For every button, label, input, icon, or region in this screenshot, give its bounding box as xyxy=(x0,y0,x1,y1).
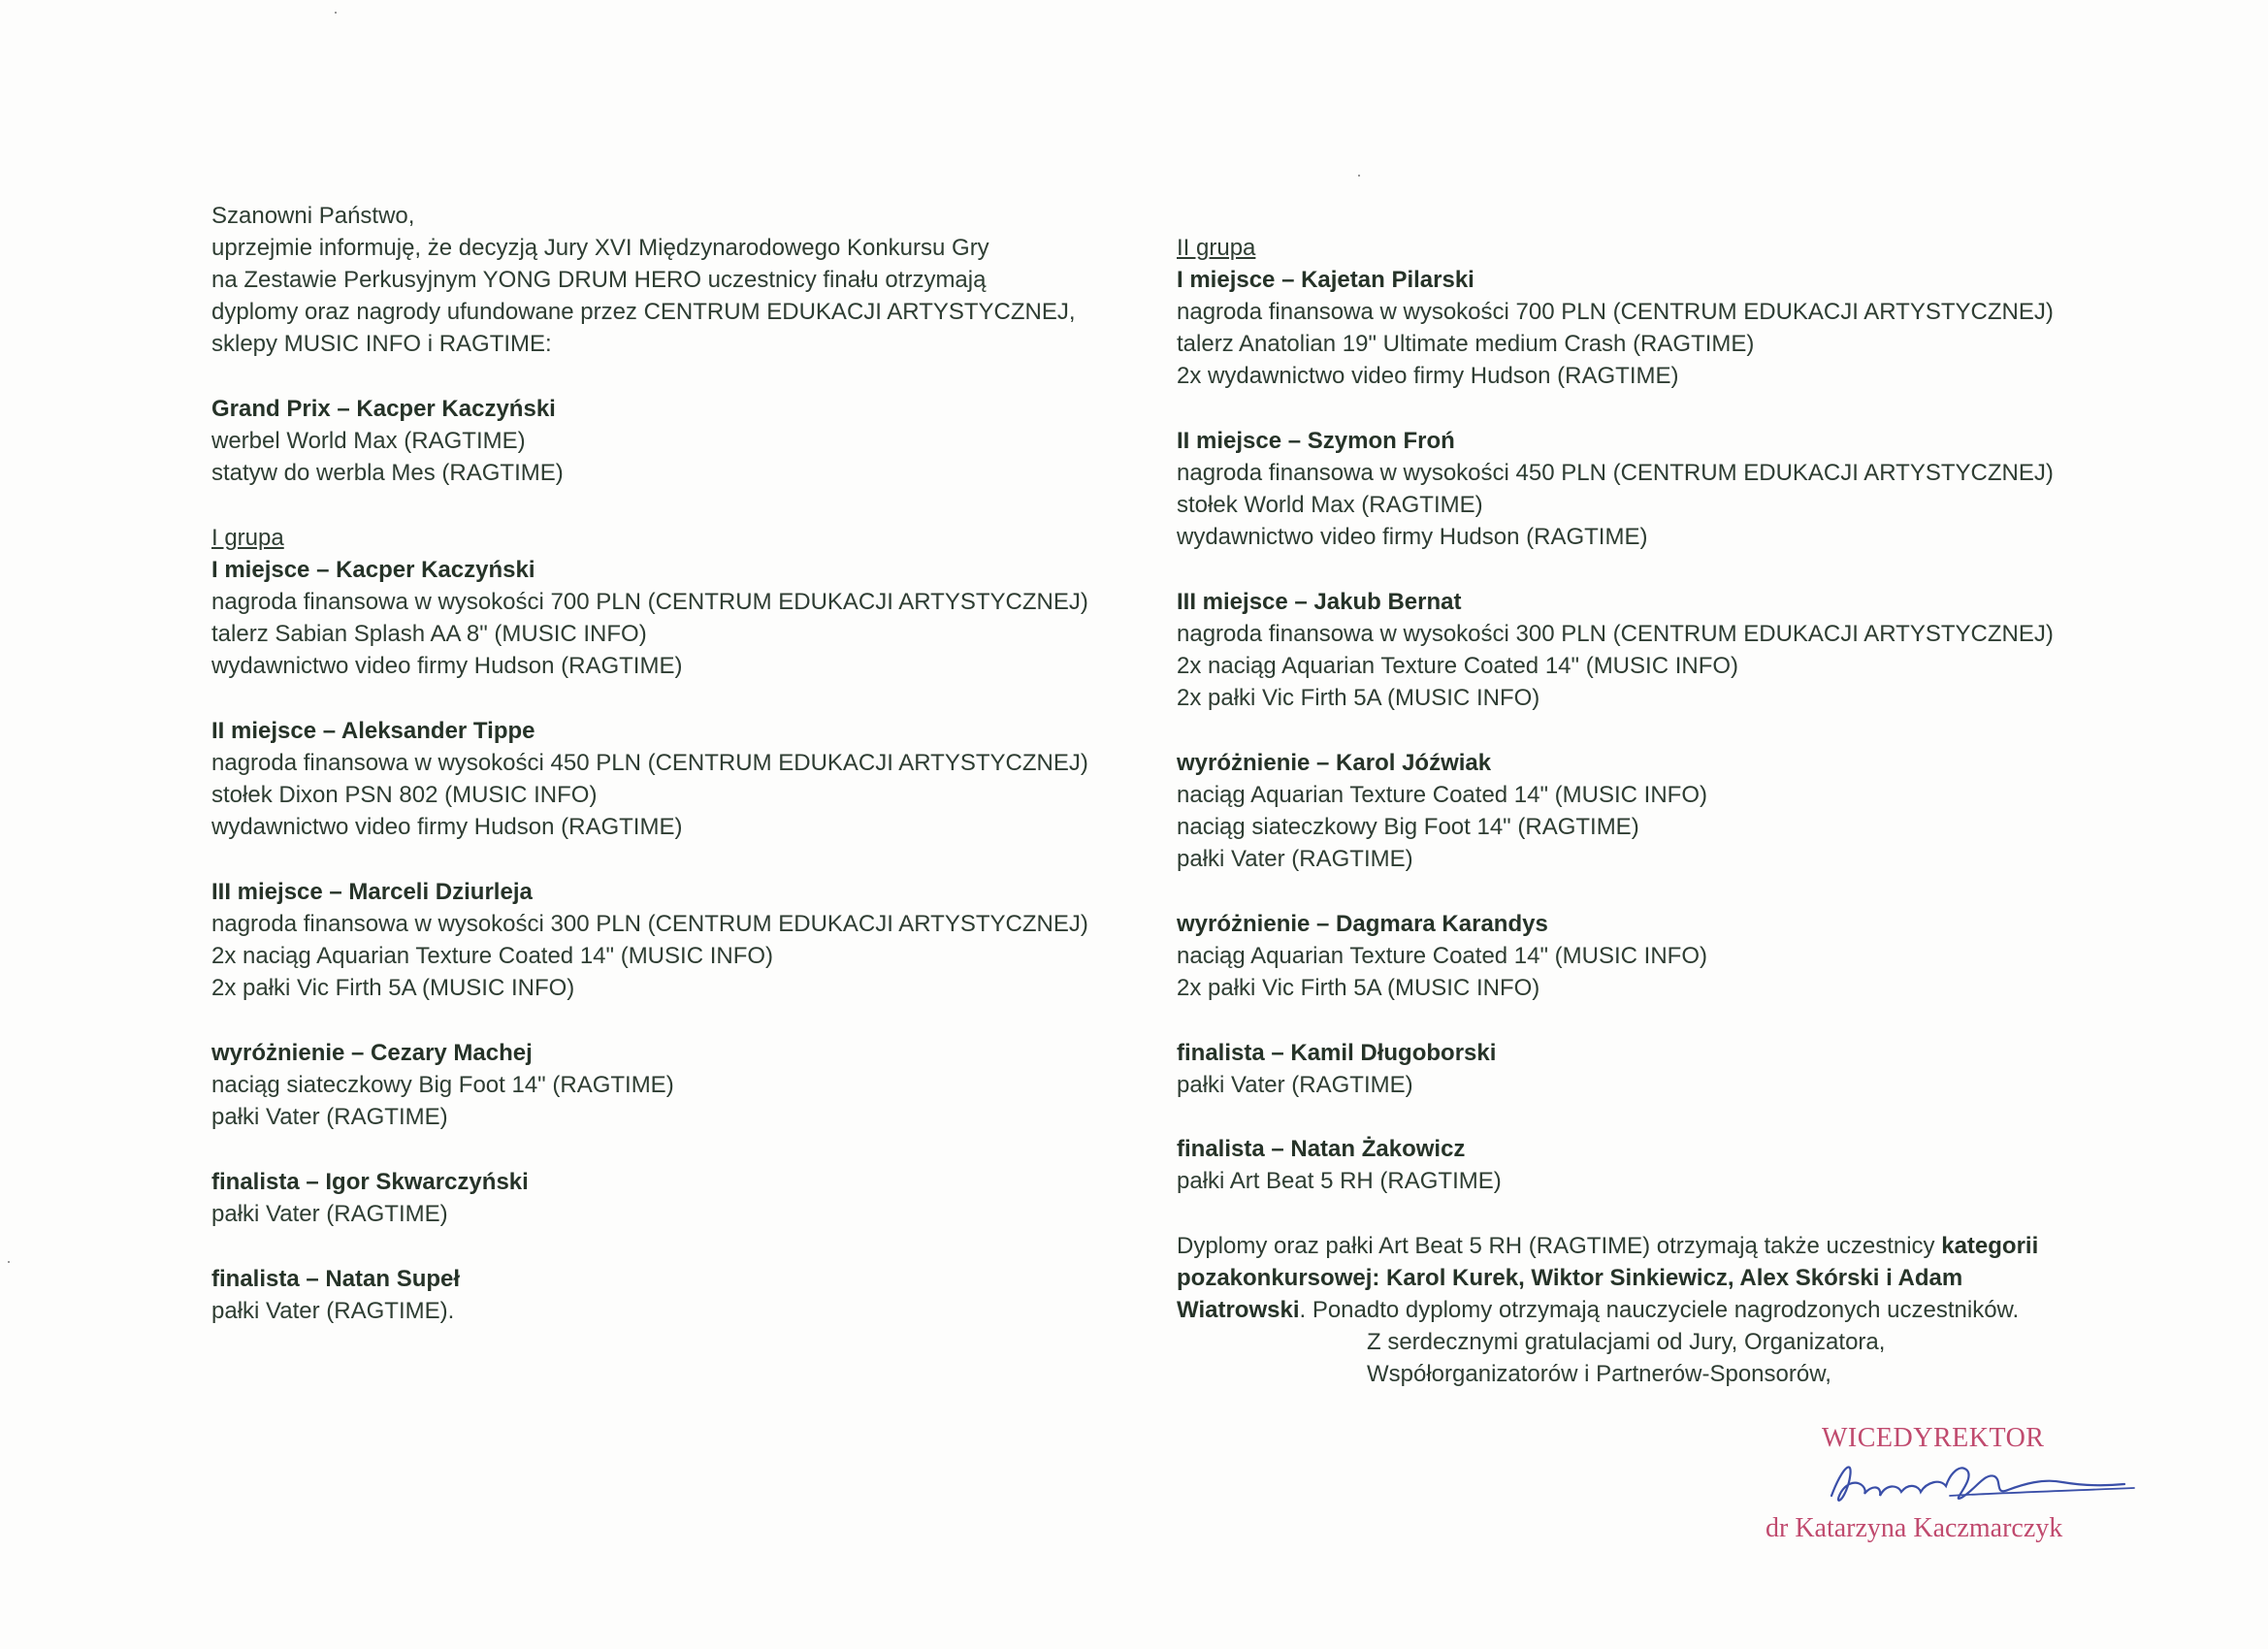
group-title: II grupa xyxy=(1177,235,1256,261)
prize-item: naciąg siateczkowy Big Foot 14" (RAGTIME) xyxy=(211,1072,674,1098)
prize-item: 2x pałki Vic Firth 5A (MUSIC INFO) xyxy=(211,975,575,1001)
closing-bold-text: kategorii xyxy=(1941,1233,2039,1259)
prize-item: 2x wydawnictwo video firmy Hudson (RAGTIME) xyxy=(1177,363,1679,389)
award-heading: II miejsce – Szymon Froń xyxy=(1177,428,1455,454)
award-heading: III miejsce – Jakub Bernat xyxy=(1177,589,1462,615)
intro-line: dyplomy oraz nagrody ufundowane przez CENTRUM EDUKACJI ARTYSTYCZNEJ, xyxy=(211,299,1076,325)
prize-item: stołek World Max (RAGTIME) xyxy=(1177,492,1483,518)
group-title: I grupa xyxy=(211,525,284,551)
award-heading: wyróżnienie – Dagmara Karandys xyxy=(1177,911,1548,937)
award-heading: finalista – Natan Supeł xyxy=(211,1266,461,1292)
prize-item: 2x naciąg Aquarian Texture Coated 14" (MUSIC INFO) xyxy=(1177,653,1739,679)
prize-item: talerz Sabian Splash AA 8" (MUSIC INFO) xyxy=(211,621,647,647)
prize-item: wydawnictwo video firmy Hudson (RAGTIME) xyxy=(1177,524,1648,550)
prize-item: pałki Vater (RAGTIME) xyxy=(211,1201,448,1227)
prize-item: 2x naciąg Aquarian Texture Coated 14" (MUSIC INFO) xyxy=(211,943,774,969)
prize-item: 2x pałki Vic Firth 5A (MUSIC INFO) xyxy=(1177,685,1540,711)
closing-line: Z serdecznymi gratulacjami od Jury, Organizatora, xyxy=(1367,1329,1886,1355)
stamp-name: dr Katarzyna Kaczmarczyk xyxy=(1766,1513,2063,1543)
prize-item: pałki Art Beat 5 RH (RAGTIME) xyxy=(1177,1168,1502,1194)
closing-text: Dyplomy oraz pałki Art Beat 5 RH (RAGTIME) otrzymają także uczestnicy xyxy=(1177,1233,1942,1259)
scan-speck xyxy=(335,12,337,14)
prize-item: statyw do werbla Mes (RAGTIME) xyxy=(211,460,564,486)
award-heading: II miejsce – Aleksander Tippe xyxy=(211,718,535,744)
prize-item: pałki Vater (RAGTIME) xyxy=(1177,1072,1413,1098)
closing-line: pozakonkursowej: Karol Kurek, Wiktor Sinkiewicz, Alex Skórski i Adam xyxy=(1177,1265,1963,1291)
prize-item: nagroda finansowa w wysokości 450 PLN (CENTRUM EDUKACJI ARTYSTYCZNEJ) xyxy=(1177,460,2054,486)
prize-item: pałki Vater (RAGTIME) xyxy=(1177,846,1413,872)
closing-bold-text: Wiatrowski xyxy=(1177,1297,1300,1323)
award-heading: wyróżnienie – Cezary Machej xyxy=(211,1040,533,1066)
prize-item: nagroda finansowa w wysokości 450 PLN (CENTRUM EDUKACJI ARTYSTYCZNEJ) xyxy=(211,750,1088,776)
prize-item: stołek Dixon PSN 802 (MUSIC INFO) xyxy=(211,782,598,808)
intro-line: uprzejmie informuję, że decyzją Jury XVI Międzynarodowego Konkursu Gry xyxy=(211,235,989,261)
closing-line: Współorganizatorów i Partnerów-Sponsorów, xyxy=(1367,1361,1831,1387)
greeting: Szanowni Państwo, xyxy=(211,203,415,229)
prize-item: pałki Vater (RAGTIME). xyxy=(211,1298,455,1324)
prize-item: nagroda finansowa w wysokości 300 PLN (CENTRUM EDUKACJI ARTYSTYCZNEJ) xyxy=(1177,621,2054,647)
prize-item: naciąg Aquarian Texture Coated 14" (MUSIC INFO) xyxy=(1177,782,1707,808)
award-heading: finalista – Natan Żakowicz xyxy=(1177,1136,1466,1162)
closing-text: . Ponadto dyplomy otrzymają nauczyciele nagrodzonych uczestników. xyxy=(1299,1297,2020,1323)
award-heading: finalista – Igor Skwarczyński xyxy=(211,1169,529,1195)
award-heading: I miejsce – Kajetan Pilarski xyxy=(1177,267,1474,293)
grand-prix-heading: Grand Prix – Kacper Kaczyński xyxy=(211,396,556,422)
intro-line: sklepy MUSIC INFO i RAGTIME: xyxy=(211,331,552,357)
closing-line xyxy=(1177,1230,2038,1262)
closing-line xyxy=(1177,1294,2019,1326)
prize-item: nagroda finansowa w wysokości 300 PLN (CENTRUM EDUKACJI ARTYSTYCZNEJ) xyxy=(211,911,1088,937)
prize-item: wydawnictwo video firmy Hudson (RAGTIME) xyxy=(211,653,683,679)
scan-speck xyxy=(1358,175,1360,177)
scan-speck xyxy=(8,1261,10,1263)
prize-item: werbel World Max (RAGTIME) xyxy=(211,428,526,454)
prize-item: pałki Vater (RAGTIME) xyxy=(211,1104,448,1130)
prize-item: nagroda finansowa w wysokości 700 PLN (CENTRUM EDUKACJI ARTYSTYCZNEJ) xyxy=(211,589,1088,615)
prize-item: naciąg siateczkowy Big Foot 14" (RAGTIME) xyxy=(1177,814,1639,840)
signature-graphic xyxy=(1804,1436,2144,1523)
award-heading: III miejsce – Marceli Dziurleja xyxy=(211,879,533,905)
prize-item: naciąg Aquarian Texture Coated 14" (MUSIC INFO) xyxy=(1177,943,1707,969)
prize-item: wydawnictwo video firmy Hudson (RAGTIME) xyxy=(211,814,683,840)
prize-item: 2x pałki Vic Firth 5A (MUSIC INFO) xyxy=(1177,975,1540,1001)
prize-item: talerz Anatolian 19" Ultimate medium Crash (RAGTIME) xyxy=(1177,331,1755,357)
intro-line: na Zestawie Perkusyjnym YONG DRUM HERO uczestnicy finału otrzymają xyxy=(211,267,987,293)
award-heading: I miejsce – Kacper Kaczyński xyxy=(211,557,535,583)
award-heading: finalista – Kamil Długoborski xyxy=(1177,1040,1497,1066)
stamp-title: WICEDYREKTOR xyxy=(1822,1423,2045,1453)
award-heading: wyróżnienie – Karol Jóźwiak xyxy=(1177,750,1492,776)
prize-item: nagroda finansowa w wysokości 700 PLN (CENTRUM EDUKACJI ARTYSTYCZNEJ) xyxy=(1177,299,2054,325)
